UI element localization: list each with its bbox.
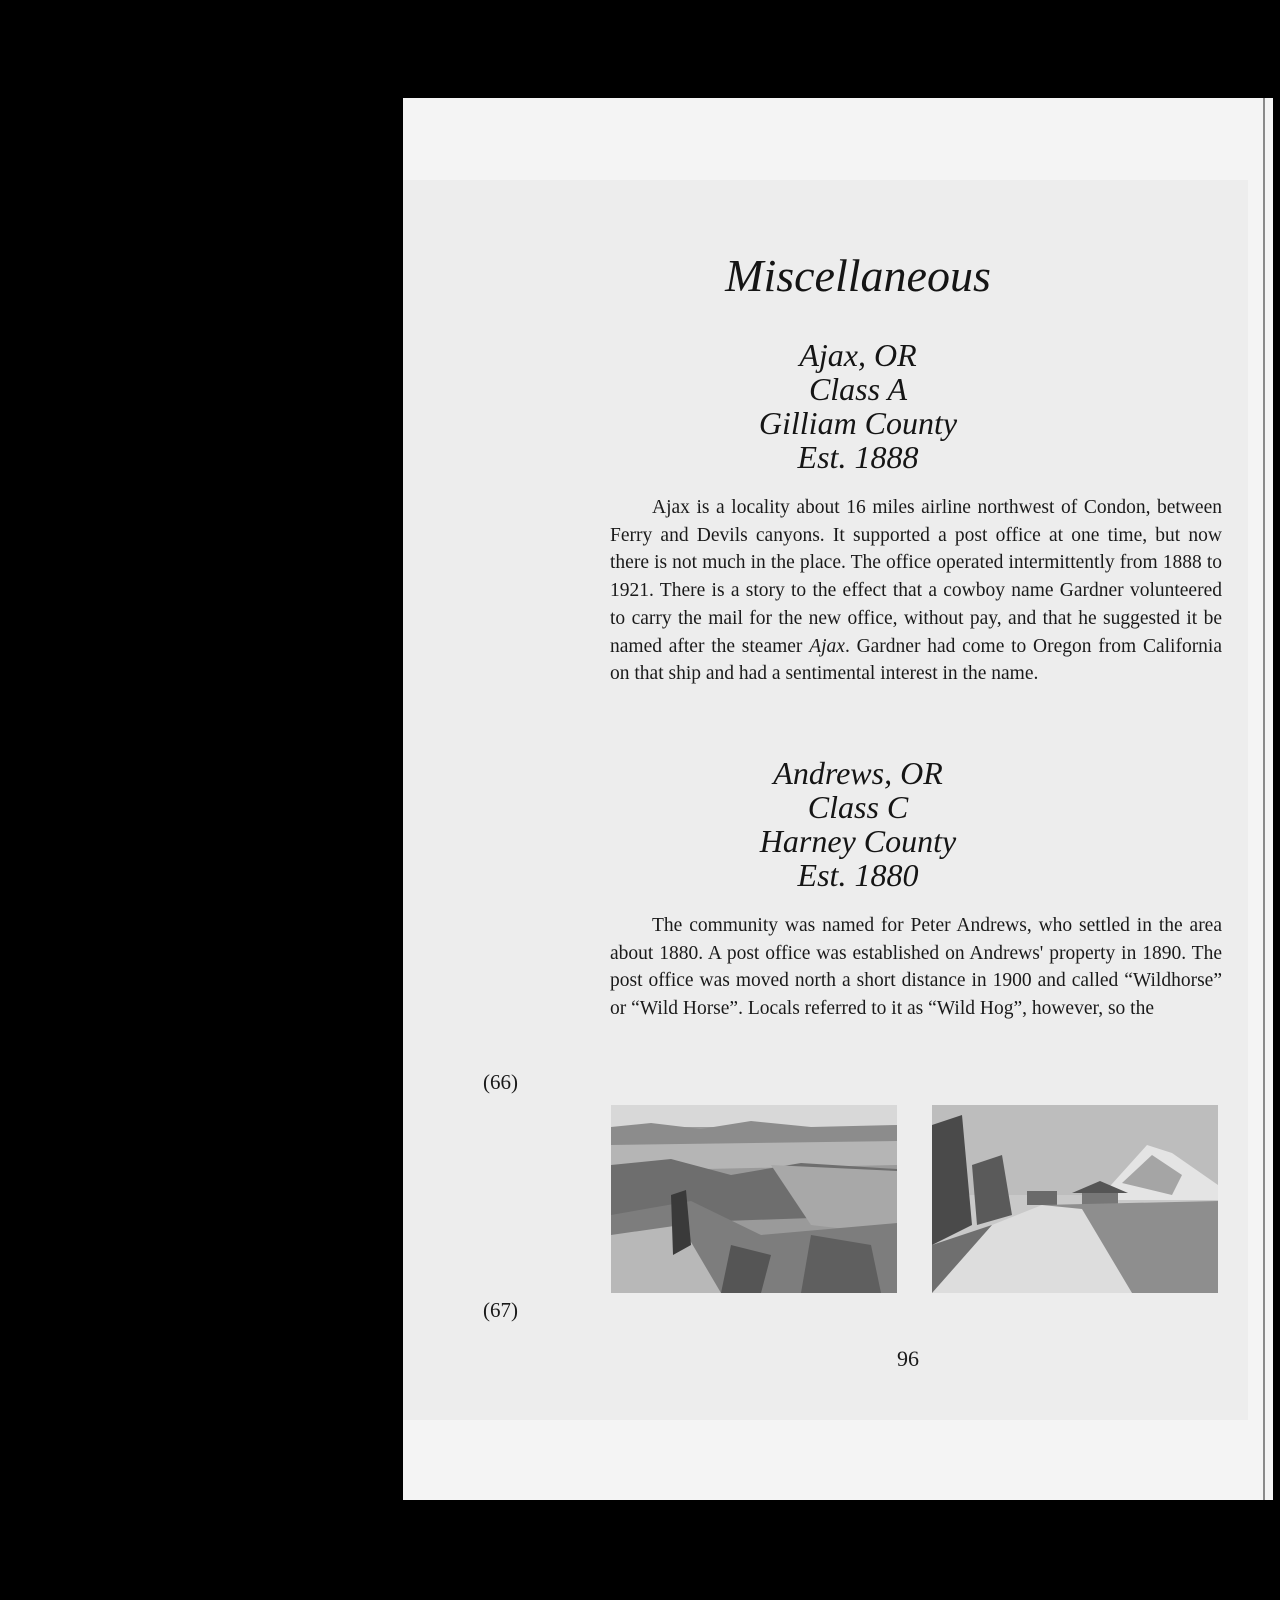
entry-county: Gilliam County [758, 405, 958, 441]
entry-county: Harney County [759, 823, 957, 859]
book-page [403, 98, 1273, 1500]
figure-label-67: (67) [483, 1298, 518, 1322]
page-number: 96 [897, 1346, 919, 1371]
entry-body-ajax [610, 494, 1222, 688]
entry-established: Est. 1888 [797, 439, 919, 475]
ship-name: Ajax [809, 635, 845, 657]
entry-heading-andrews [603, 756, 1113, 892]
entry-body-andrews: The community was named for Peter Andrews, who settled in the area about 1880. A post office was established on Andrews' property in 1890. The post office was moved north a short distance in 1900 and called “Wildhorse” or “Wild Horse”. Locals referred to it as “Wild Hog”, however, so the [610, 915, 1222, 1020]
entry-class: Class A [808, 371, 908, 407]
page-edge [1263, 98, 1265, 1500]
entry-heading-ajax [603, 338, 1113, 474]
section-title: Miscellaneous [725, 250, 991, 301]
figure-label-66: (66) [483, 1070, 518, 1094]
canyon-landscape-photo [611, 1105, 897, 1293]
entry-class: Class C [807, 789, 909, 825]
body-text-part: Ajax is a locality about 16 miles airline northwest of Condon, between Ferry and Devils canyons. It supported a post office at one time, but now there is not much in the place. The office operated intermittently from 1888 to 1921. There is a story to the effect that a cowboy name Gardner volunteered to carry the mail for the new office, without pay, and that he suggested it be named after the steamer [610, 497, 1222, 657]
entry-established: Est. 1880 [797, 857, 919, 893]
gravel-road-barns-photo [932, 1105, 1218, 1293]
entry-place: Andrews, OR [773, 755, 943, 791]
body-text-part: . Gardner had come to Oregon from California on that ship and had a sentimental interest in the name. [610, 635, 1223, 685]
entry-place: Ajax, OR [799, 337, 917, 373]
